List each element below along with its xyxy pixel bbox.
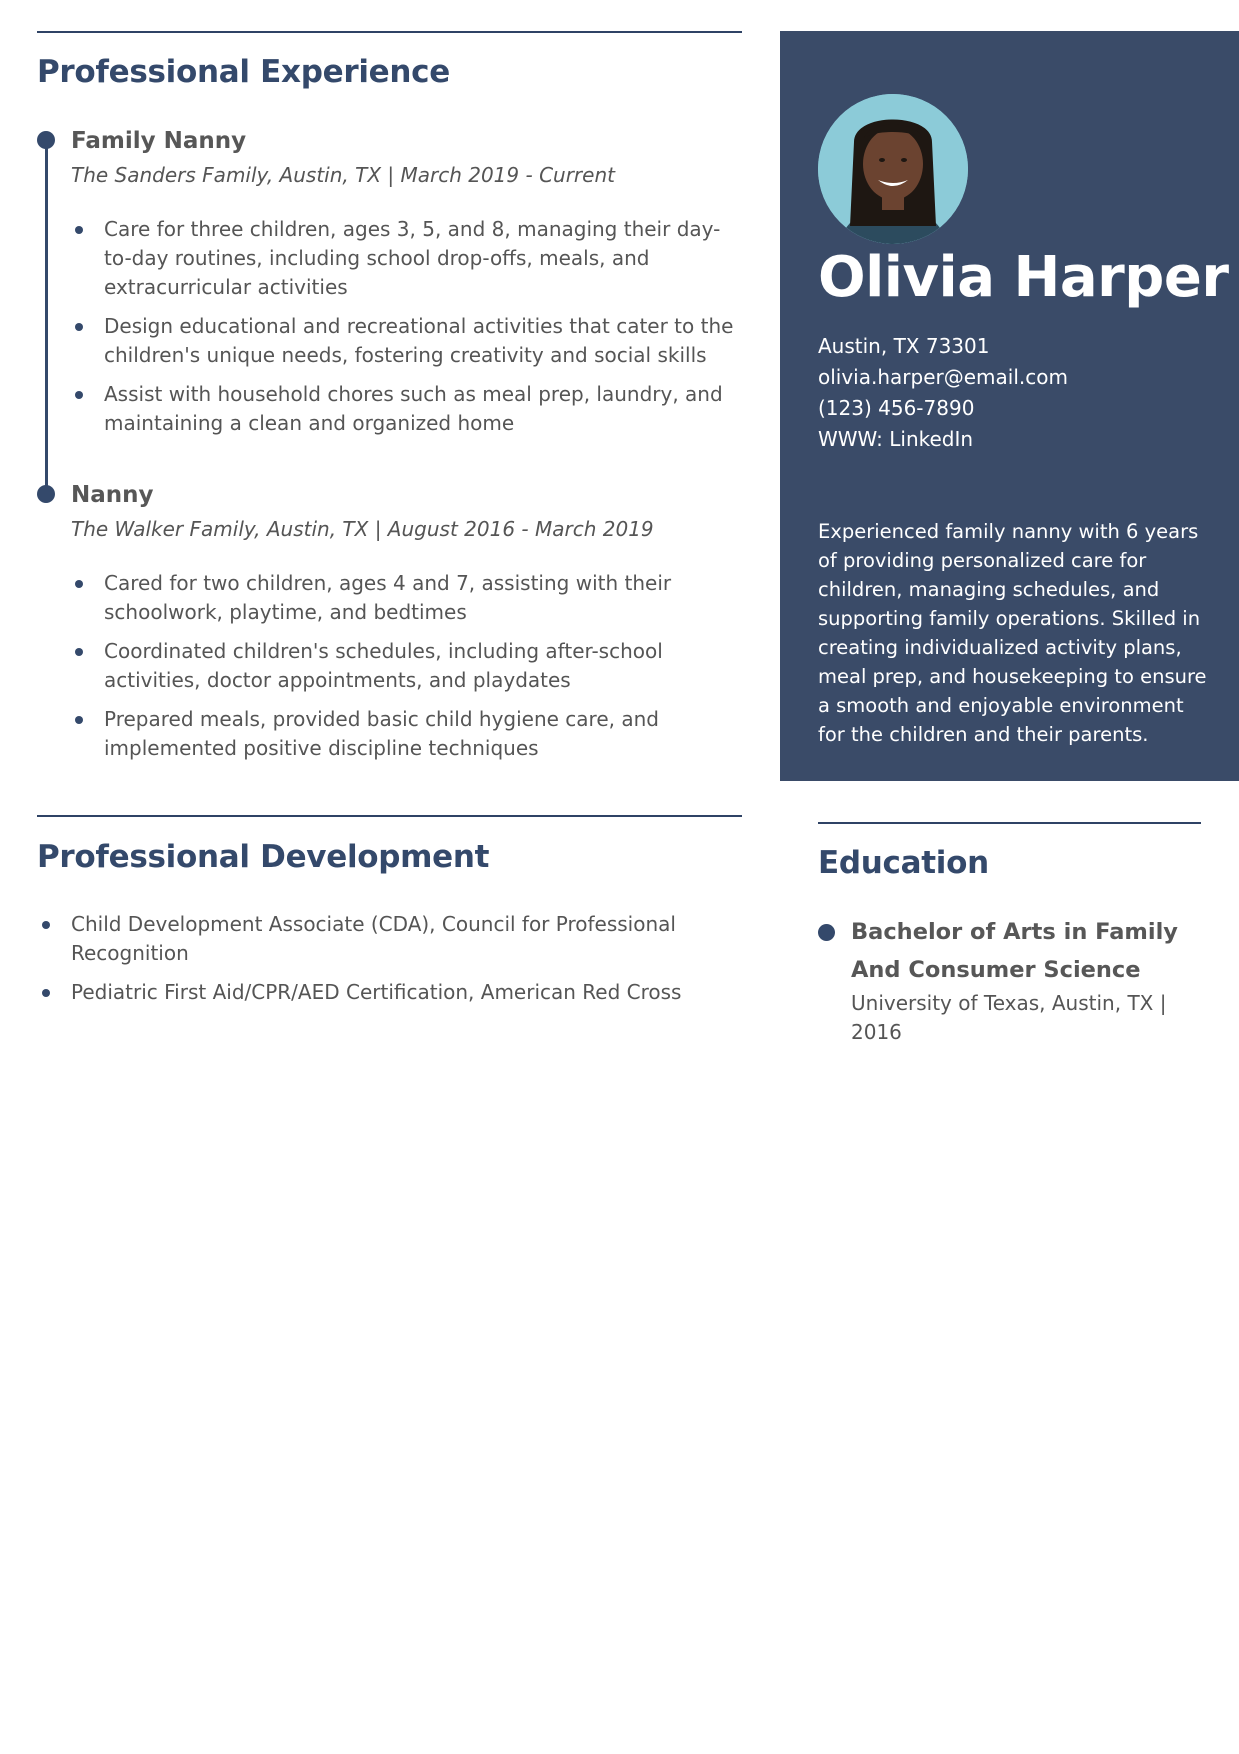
- bullet-icon: [42, 921, 50, 929]
- contact-email[interactable]: olivia.harper@email.com: [818, 365, 1068, 389]
- job-bullet-list: [104, 215, 744, 448]
- experience-top-rule: [37, 31, 742, 33]
- experience-heading: Professional Experience: [37, 54, 450, 90]
- profile-sidebar: [780, 31, 1239, 781]
- list-item: [104, 380, 744, 438]
- education-top-rule: [818, 822, 1201, 824]
- job-title: Family Nanny: [71, 128, 247, 154]
- list-item: [104, 312, 744, 370]
- list-item: [104, 215, 744, 302]
- list-item: [104, 705, 744, 763]
- job-bullet-list: [104, 569, 744, 773]
- bullet-text: Prepared meals, provided basic child hygiene care, and implemented positive discipline techniques: [104, 707, 659, 760]
- list-item: [71, 978, 691, 1007]
- bullet-text: Cared for two children, ages 4 and 7, assisting with their schoolwork, playtime, and bedtimes: [104, 571, 672, 624]
- profile-summary: Experienced family nanny with 6 years of providing personalized care for children, managing schedules, and supporting family operations. Skilled in creating individualized activity plans, meal prep, and housekeeping to ensure a smooth and enjoyable environment for the children and their parents.: [818, 520, 1207, 746]
- avatar: [818, 94, 968, 244]
- timeline-dot: [37, 485, 55, 503]
- bullet-text: Pediatric First Aid/CPR/AED Certification, American Red Cross: [71, 980, 682, 1004]
- development-top-rule: [37, 815, 742, 817]
- job-meta: The Sanders Family, Austin, TX | March 2019 - Current: [71, 163, 615, 187]
- development-heading: Professional Development: [37, 839, 490, 875]
- bullet-icon: [75, 323, 83, 331]
- bullet-icon: [75, 391, 83, 399]
- list-item: [104, 637, 744, 695]
- education-heading: Education: [818, 845, 989, 881]
- development-list: [71, 910, 691, 1017]
- bullet-text: Child Development Associate (CDA), Council for Professional Recognition: [71, 912, 676, 965]
- bullet-icon: [75, 226, 83, 234]
- bullet-icon: [42, 989, 50, 997]
- bullet-icon: [75, 648, 83, 656]
- contact-phone: (123) 456-7890: [818, 396, 975, 420]
- list-item: [71, 910, 691, 968]
- contact-website[interactable]: WWW: LinkedIn: [818, 427, 974, 451]
- education-school: University of Texas, Austin, TX | 2016: [851, 991, 1167, 1044]
- bullet-text: Assist with household chores such as meal prep, laundry, and maintaining a clean and organized home: [104, 382, 723, 435]
- candidate-name: Olivia Harper: [818, 245, 1229, 310]
- bullet-text: Coordinated children's schedules, including after-school activities, doctor appointments, and playdates: [104, 639, 663, 692]
- list-item: [104, 569, 744, 627]
- education-degree: Bachelor of Arts in Family And Consumer Science: [851, 919, 1178, 983]
- job-title: Nanny: [71, 482, 154, 508]
- avatar-portrait-icon: [818, 94, 968, 244]
- bullet-text: Design educational and recreational activities that cater to the children's unique needs, fostering creativity and social skills: [104, 314, 734, 367]
- education-dot: [818, 924, 835, 941]
- job-meta: The Walker Family, Austin, TX | August 2016 - March 2019: [71, 517, 654, 541]
- timeline-dot: [37, 131, 55, 149]
- bullet-text: Care for three children, ages 3, 5, and 8, managing their day-to-day routines, including school drop-offs, meals, and extracurricular activities: [104, 217, 721, 299]
- bullet-icon: [75, 580, 83, 588]
- experience-timeline: [45, 140, 48, 492]
- contact-info: [818, 331, 1068, 455]
- contact-location: Austin, TX 73301: [818, 334, 990, 358]
- bullet-icon: [75, 716, 83, 724]
